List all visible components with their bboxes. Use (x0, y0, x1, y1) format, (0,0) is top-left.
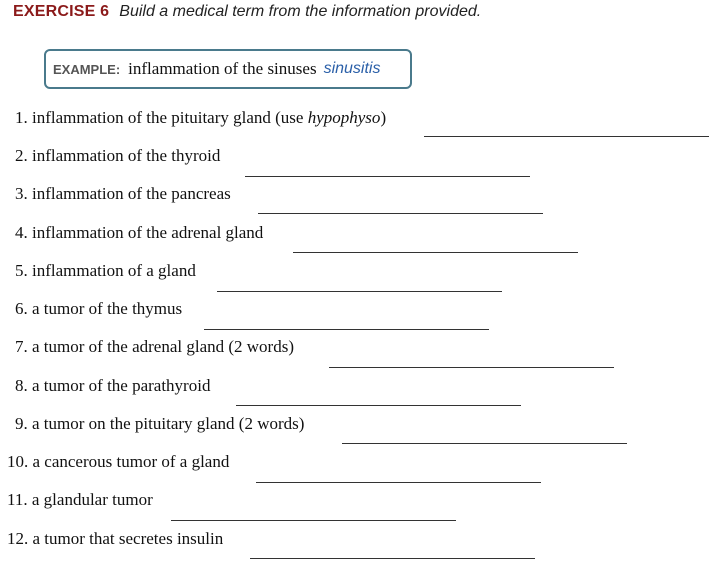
question-text-after: ) (380, 108, 387, 127)
question-text: a tumor of the thymus (32, 299, 183, 318)
answer-blank-5[interactable] (217, 291, 502, 292)
question-text: a tumor that secretes insulin (32, 529, 224, 548)
question-item-2 (15, 146, 220, 166)
answer-blank-3[interactable] (258, 213, 543, 214)
question-text: inflammation of the thyroid (32, 146, 221, 165)
question-item-5 (15, 261, 196, 281)
question-number: 3. (15, 184, 28, 203)
question-item-9 (15, 414, 304, 434)
question-item-11 (7, 490, 153, 510)
answer-blank-7[interactable] (329, 367, 614, 368)
question-item-8 (15, 376, 210, 396)
answer-blank-4[interactable] (293, 252, 578, 253)
question-text: a cancerous tumor of a gland (32, 452, 230, 471)
exercise-header (13, 3, 481, 21)
question-text: a tumor of the adrenal gland (2 words) (32, 337, 294, 356)
question-item-1 (15, 108, 386, 128)
question-text: inflammation of the pancreas (32, 184, 231, 203)
answer-blank-12[interactable] (250, 558, 535, 559)
example-tag: EXAMPLE: (53, 61, 121, 77)
question-text: a tumor of the parathyroid (32, 376, 211, 395)
question-item-10 (7, 452, 229, 472)
question-text: a tumor on the pituitary gland (2 words) (32, 414, 305, 433)
question-number: 11. (7, 490, 28, 509)
exercise-instruction: Build a medical term from the information provided. (119, 3, 482, 20)
answer-blank-9[interactable] (342, 443, 627, 444)
question-item-6 (15, 299, 182, 319)
question-number: 9. (15, 414, 28, 433)
question-text: inflammation of the pituitary gland (use (32, 108, 308, 127)
question-number: 6. (15, 299, 28, 318)
question-item-3 (15, 184, 231, 204)
answer-blank-1[interactable] (424, 136, 709, 137)
question-number: 7. (15, 337, 28, 356)
answer-blank-10[interactable] (256, 482, 541, 483)
question-number: 5. (15, 261, 28, 280)
question-number: 4. (15, 223, 28, 242)
question-item-12 (7, 529, 223, 549)
question-number: 12. (7, 529, 29, 548)
answer-blank-11[interactable] (171, 520, 456, 521)
example-box (44, 49, 412, 89)
question-text: a glandular tumor (31, 490, 153, 509)
question-number: 8. (15, 376, 28, 395)
question-number: 2. (15, 146, 28, 165)
question-item-7 (15, 337, 294, 357)
exercise-label: EXERCISE 6 (13, 3, 110, 20)
question-number: 10. (7, 452, 29, 471)
question-text: inflammation of the adrenal gland (32, 223, 264, 242)
question-item-4 (15, 223, 263, 243)
answer-blank-8[interactable] (236, 405, 521, 406)
example-text: inflammation of the sinuses (128, 59, 317, 78)
example-answer: sinusitis (323, 60, 381, 77)
question-text: inflammation of a gland (32, 261, 196, 280)
answer-blank-2[interactable] (245, 176, 530, 177)
question-number: 1. (15, 108, 28, 127)
answer-blank-6[interactable] (204, 329, 489, 330)
question-italic-text: hypophyso (307, 108, 381, 127)
